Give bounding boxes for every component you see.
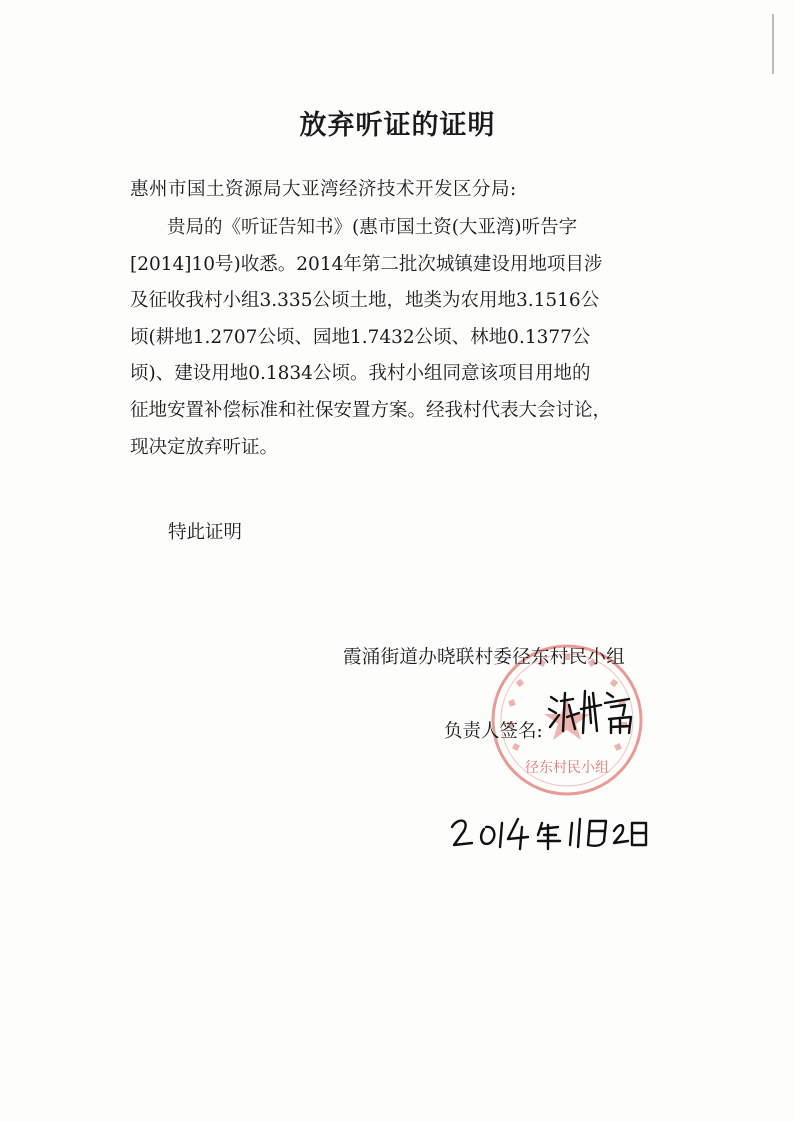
scan-edge-mark xyxy=(772,14,774,74)
body-line: 征地安置补偿标准和社保安置方案。经我村代表大会讨论， xyxy=(130,399,612,421)
svg-text:径东村民小组: 径东村民小组 xyxy=(525,760,609,776)
signer-label: 负责人签名: xyxy=(444,721,543,742)
body-line: 贵局的《听证告知书》(惠市国土资(大亚湾)听告字 xyxy=(167,217,578,238)
body-line: [2014]10号)收悉。2014年第二批次城镇建设用地项目涉 xyxy=(130,253,603,275)
handwritten-date xyxy=(448,805,648,855)
body-line: 顷)、建设用地0.1834公顷。我村小组同意该项目用地的 xyxy=(130,363,591,385)
body-line: 及征收我村小组3.335公顷土地，地类为农用地3.1516公 xyxy=(130,290,600,312)
body-line: 现决定放弃听证。 xyxy=(130,436,279,458)
document-title: 放弃听证的证明 xyxy=(299,110,496,141)
body-line: 顷(耕地1.2707公顷、园地1.7432公顷、林地0.1377公 xyxy=(130,326,591,348)
document-body xyxy=(130,210,670,466)
closing-statement: 特此证明 xyxy=(168,522,243,543)
handwritten-signature xyxy=(545,683,640,738)
addressee-line: 惠州市国土资源局大亚湾经济技术开发区分局: xyxy=(130,179,517,200)
signer-organization: 霞涌街道办晓联村委径东村民小组 xyxy=(343,647,626,668)
